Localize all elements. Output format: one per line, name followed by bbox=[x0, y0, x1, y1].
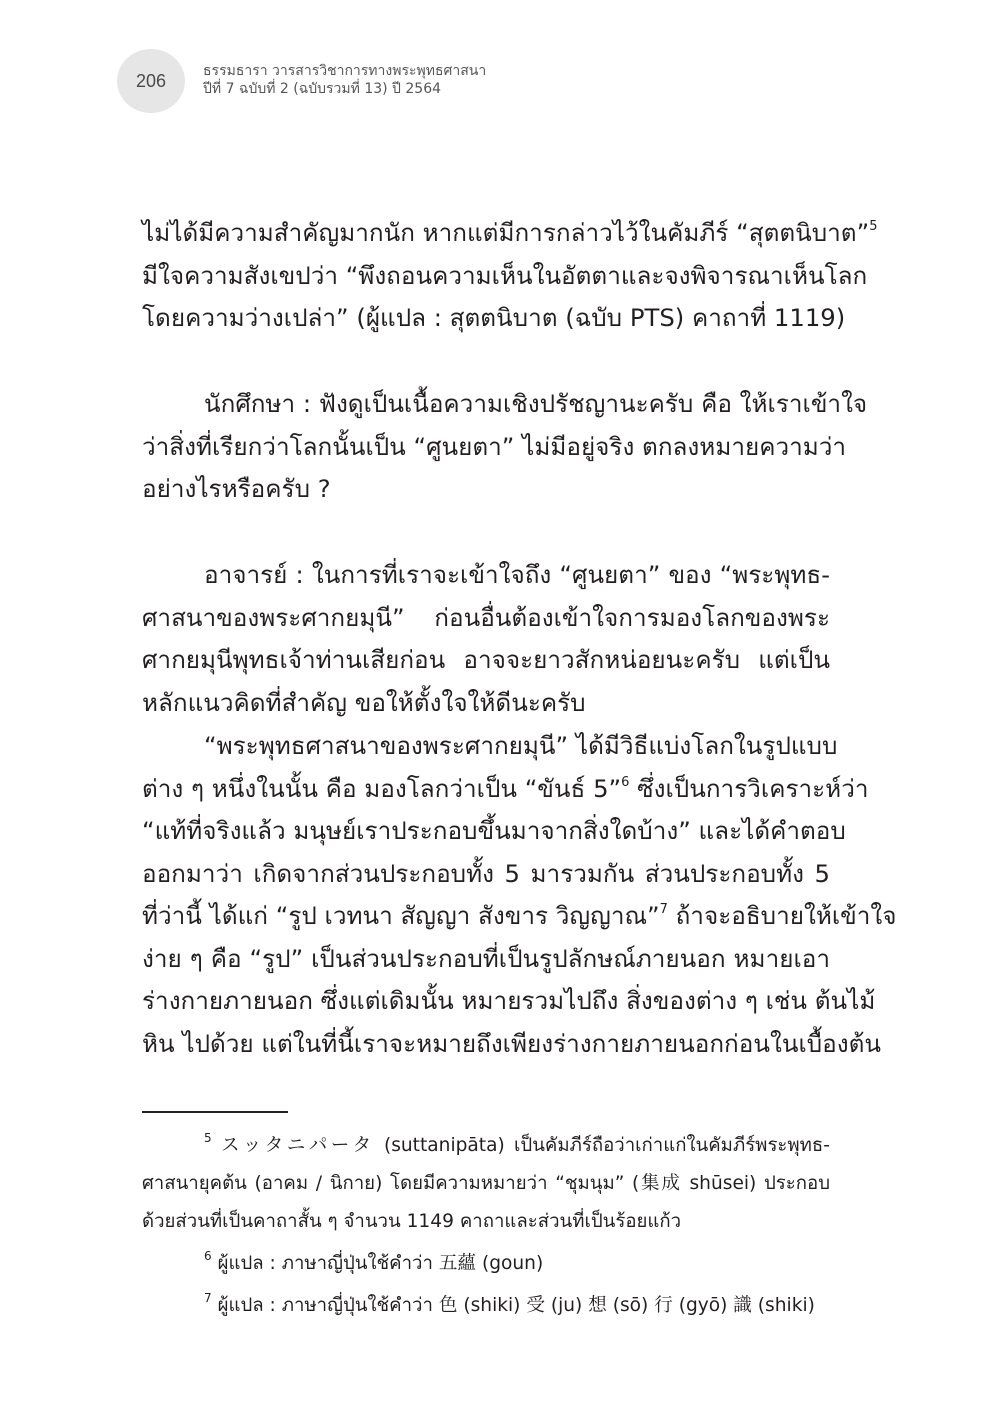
footnote-ref-6[interactable]: 6 bbox=[621, 774, 630, 790]
text-line: อาจารย์ : ในการที่เราจะเข้าใจถึง “ศูนยตา” ของ “พระพุทธ- bbox=[204, 560, 830, 589]
text-line: ที่ว่านี้ ได้แก่ “รูป เวทนา สัญญา สังขาร วิญญาณ”$^7$ ถ้าจะอธิบายให้เข้าใจ bbox=[142, 901, 897, 930]
page-number: 206 bbox=[117, 49, 185, 113]
paragraph-student bbox=[142, 383, 868, 511]
text-line: ออกมาว่า เกิดจากส่วนประกอบทั้ง 5 มารวมกัน ส่วนประกอบทั้ง 5 bbox=[142, 858, 830, 888]
footnotes bbox=[142, 1127, 830, 1325]
paragraph-teacher bbox=[142, 554, 830, 724]
text-line: โดยความว่างเปล่า” (ผู้แปล : สุตตนิบาต (ฉบับ PTS) คาถาที่ 1119) bbox=[142, 303, 846, 332]
text-line: มีใจความสังเขปว่า “พึงถอนความเห็นในอัตตาและจงพิจารณาเห็นโลก bbox=[142, 260, 868, 290]
text-line: ศาสนาของพระศากยมุนี” ก่อนอื่นต้องเข้าใจการมองโลกของพระ bbox=[142, 602, 830, 632]
text-line: “พระพุทธศาสนาของพระศากยมุนี” ได้มีวิธีแบ่งโลกในรูปแบบ bbox=[204, 731, 838, 760]
paragraph-1 bbox=[142, 212, 878, 340]
text-line: ต่าง ๆ หนึ่งในนั้น คือ มองโลกว่าเป็น “ขันธ์ 5”$^6$ ซึ่งเป็นการวิเคราะห์ว่า bbox=[142, 773, 869, 803]
footnote-5-cont: ด้วยส่วนที่เป็นคาถาสั้น ๆ จำนวน 1149 คาถาและส่วนที่เป็นร้อยแก้ว bbox=[142, 1211, 682, 1232]
text-line: ง่าย ๆ คือ “รูป” เป็นส่วนประกอบที่เป็นรูปลักษณ์ภายนอก หมายเอา bbox=[142, 943, 830, 973]
footnote-7: $^7$ ผู้แปล : ภาษาญี่ปุ่นใช้คำว่า 色 (shiki) 受 (ju) 想 (sō) 行 (gyō) 識 (shiki) bbox=[204, 1291, 815, 1316]
text-line: ไม่ได้มีความสำคัญมากนัก หากแต่มีการกล่าวไว้ในคัมภีร์ “สุตตนิบาต”$^5$ bbox=[142, 218, 878, 247]
text-line: อย่างไรหรือครับ ? bbox=[142, 474, 331, 503]
running-header bbox=[203, 62, 486, 98]
footnote-5-cont: ศาสนายุคต้น (อาคม / นิกาย) โดยมีความหมายว่า “ชุมนุม” (集成 shūsei) ประกอบ bbox=[142, 1173, 830, 1194]
footnote-6: $^6$ ผู้แปล : ภาษาญี่ปุ่นใช้คำว่า 五蘊 (goun) bbox=[204, 1249, 544, 1274]
text-line: นักศึกษา : ฟังดูเป็นเนื้อความเชิงปรัชญานะครับ คือ ให้เราเข้าใจ bbox=[204, 389, 868, 418]
text-line: “แท้ที่จริงแล้ว มนุษย์เราประกอบขึ้นมาจากสิ่งใดบ้าง” และได้คำตอบ bbox=[142, 816, 846, 845]
journal-issue: ปีที่ 7 ฉบับที่ 2 (ฉบับรวมที่ 13) ปี 2564 bbox=[203, 81, 442, 97]
text-line: ศากยมุนีพุทธเจ้าท่านเสียก่อน อาจจะยาวสักหน่อยนะครับ แต่เป็น bbox=[142, 645, 830, 674]
text-line: หลักแนวคิดที่สำคัญ ขอให้ตั้งใจให้ดีนะครับ bbox=[142, 687, 586, 717]
text-line: หิน ไปด้วย แต่ในที่นี้เราจะหมายถึงเพียงร่างกายภายนอกก่อนในเบื้องต้น bbox=[142, 1028, 882, 1058]
footnote-5: $^5$ スッタニパータ (suttanipāta) เป็นคัมภีร์ถือว่าเก่าแก่ในคัมภีร์พระพุทธ- bbox=[204, 1131, 830, 1156]
text-line: ร่างกายภายนอก ซึ่งแต่เดิมนั้น หมายรวมไปถึง สิ่งของต่าง ๆ เช่น ต้นไม้ bbox=[142, 986, 876, 1015]
footnote-ref-7[interactable]: 7 bbox=[659, 902, 668, 917]
footnote-ref-5[interactable]: 5 bbox=[869, 219, 878, 234]
journal-title: ธรรมธารา วารสารวิชาการทางพระพุทธศาสนา bbox=[203, 63, 487, 79]
footnote-divider bbox=[142, 1111, 288, 1113]
text-line: ว่าสิ่งที่เรียกว่าโลกนั้นเป็น “ศูนยตา” ไม่มีอยู่จริง ตกลงหมายความว่า bbox=[142, 431, 847, 461]
paragraph-khandha bbox=[142, 725, 897, 1065]
